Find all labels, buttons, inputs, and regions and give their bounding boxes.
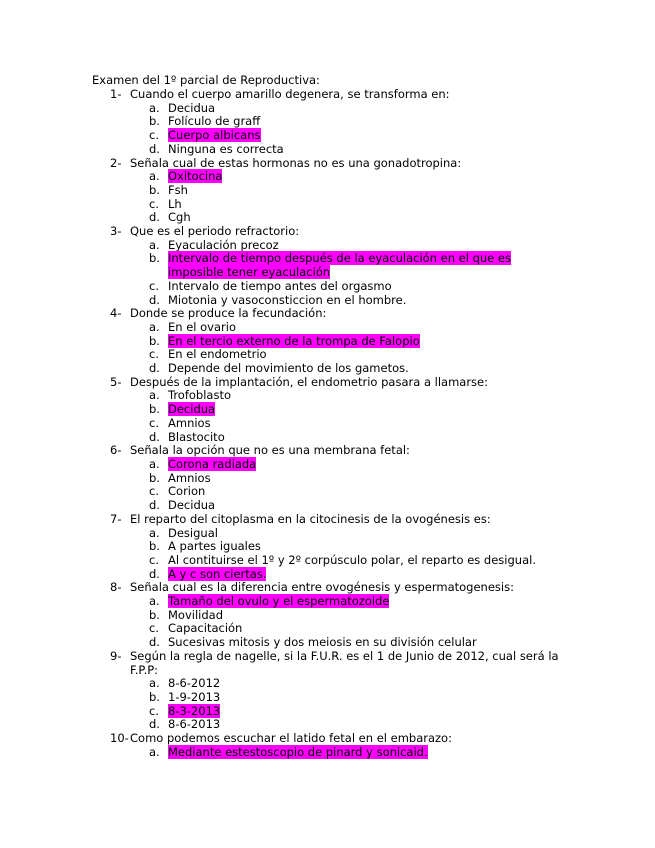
option-letter: a. (149, 525, 160, 540)
option-text: Capacitación (168, 621, 243, 636)
answer-option (0, 499, 655, 513)
option-letter: c. (149, 415, 159, 430)
answer-option (0, 472, 655, 486)
answer-option (0, 622, 655, 636)
option-letter: b. (149, 607, 160, 622)
question-item (0, 513, 655, 582)
option-letter: d. (149, 361, 160, 376)
option-list (0, 458, 655, 513)
option-letter: d. (149, 717, 160, 732)
answer-option (0, 609, 655, 623)
answer-option (0, 554, 655, 568)
option-text: Decidua (168, 100, 216, 115)
option-text: A partes iguales (168, 539, 261, 554)
option-letter: d. (149, 429, 160, 444)
option-text: 8-6-2012 (168, 676, 221, 691)
answer-option (0, 746, 655, 760)
option-text: Fsh (168, 182, 188, 197)
answer-option (0, 431, 655, 445)
answer-option (0, 184, 655, 198)
answer-option (0, 677, 655, 691)
option-letter: c. (149, 552, 159, 567)
option-letter: d. (149, 635, 160, 650)
question-number: 7- (110, 511, 122, 526)
question-text: El reparto del citoplasma en la citocinesis de la ovogénesis es: (130, 511, 491, 526)
option-letter: b. (149, 402, 160, 417)
question-list (0, 88, 655, 759)
question-item (0, 307, 655, 376)
question-text: Después de la implantación, el endometrio pasara a llamarse: (130, 374, 488, 389)
question-item (0, 88, 655, 157)
option-text: Trofoblasto (168, 388, 232, 403)
question-text: Donde se produce la fecundación: (130, 306, 327, 321)
answer-option (0, 718, 655, 732)
question-item (0, 732, 655, 759)
question-number: 9- (110, 648, 122, 663)
question-item (0, 444, 655, 513)
option-text: Ninguna es correcta (168, 141, 284, 156)
option-letter: d. (149, 566, 160, 581)
option-text: Movilidad (168, 607, 223, 622)
option-letter: a. (149, 237, 160, 252)
option-letter: b. (149, 182, 160, 197)
option-letter: a. (149, 388, 160, 403)
answer-option (0, 239, 655, 253)
option-list (0, 746, 655, 760)
option-text: 8-6-2013 (168, 717, 221, 732)
option-text: Decidua (168, 498, 216, 513)
option-letter: d. (149, 498, 160, 513)
exam-title: Examen del 1º parcial de Reproductiva: (92, 73, 320, 87)
answer-option (0, 417, 655, 431)
option-list (0, 102, 655, 157)
answer-option (0, 595, 655, 609)
answer-option (0, 705, 655, 719)
option-letter: a. (149, 319, 160, 334)
answer-option (0, 102, 655, 116)
option-text: Folículo de graff (168, 114, 261, 129)
highlighted-answer: Intervalo de tiempo después de la eyaculación en el que es imposible tener eyaculación (168, 251, 511, 280)
answer-option (0, 568, 655, 582)
question-number: 5- (110, 374, 122, 389)
option-letter: b. (149, 114, 160, 129)
option-list (0, 239, 655, 308)
option-letter: a. (149, 169, 160, 184)
highlighted-answer: En el tercio externo de la trompa de Falopio (168, 333, 420, 348)
option-letter: a. (149, 744, 160, 759)
option-letter: c. (149, 196, 159, 211)
option-text: Amnios (168, 415, 211, 430)
question-item (0, 376, 655, 445)
option-text: Cgh (168, 210, 191, 225)
answer-option (0, 362, 655, 376)
answer-option (0, 211, 655, 225)
option-letter: b. (149, 470, 160, 485)
question-text: Señala la opción que no es una membrana fetal: (130, 443, 410, 458)
answer-option (0, 527, 655, 541)
option-text: Eyaculación precoz (168, 237, 279, 252)
option-text: Depende del movimiento de los gametos. (168, 361, 409, 376)
answer-option (0, 540, 655, 554)
option-letter: a. (149, 100, 160, 115)
option-letter: a. (149, 676, 160, 691)
option-list (0, 389, 655, 444)
option-list (0, 321, 655, 376)
option-letter: b. (149, 539, 160, 554)
answer-option (0, 691, 655, 705)
question-number: 3- (110, 224, 122, 239)
question-text: Cuando el cuerpo amarillo degenera, se transforma en: (130, 87, 450, 101)
highlighted-answer: Corona radiada (168, 456, 257, 471)
question-item (0, 225, 655, 307)
answer-option (0, 143, 655, 157)
option-text: Lh (168, 196, 182, 211)
option-text: En el ovario (168, 319, 236, 334)
option-letter: a. (149, 456, 160, 471)
highlighted-answer: 8-3-2013 (168, 703, 221, 718)
option-letter: c. (149, 703, 159, 718)
question-number: 10- (110, 731, 129, 746)
highlighted-answer: A y c son ciertas. (168, 566, 267, 581)
option-list (0, 677, 655, 732)
answer-option (0, 403, 655, 417)
option-text: Al contituirse el 1º y 2º corpúsculo polar, el reparto es desigual. (168, 552, 536, 567)
answer-option (0, 170, 655, 184)
option-list (0, 527, 655, 582)
option-text: Miotonia y vasoconsticcion en el hombre. (168, 292, 407, 307)
question-text: Señala cual es la diferencia entre ovogénesis y espermatogenesis: (130, 580, 514, 595)
option-letter: d. (149, 141, 160, 156)
answer-option (0, 280, 655, 294)
option-text: 1-9-2013 (168, 689, 221, 704)
highlighted-answer: Decidua (168, 402, 216, 417)
option-letter: c. (149, 621, 159, 636)
answer-option (0, 252, 655, 279)
option-text: En el endometrio (168, 347, 267, 362)
answer-option (0, 129, 655, 143)
question-number: 4- (110, 306, 122, 321)
question-number: 2- (110, 155, 122, 170)
highlighted-answer: Tamaño del ovulo y el espermatozoide (168, 594, 390, 609)
option-text: Desigual (168, 525, 218, 540)
option-letter: c. (149, 347, 159, 362)
highlighted-answer: Cuerpo albicans (168, 128, 261, 143)
question-number: 1- (110, 87, 122, 101)
option-text: Intervalo de tiempo antes del orgasmo (168, 278, 392, 293)
question-item (0, 581, 655, 650)
question-text: Que es el periodo refractorio: (130, 224, 300, 239)
answer-option (0, 294, 655, 308)
option-letter: d. (149, 292, 160, 307)
answer-option (0, 198, 655, 212)
option-text: Corion (168, 484, 206, 499)
option-letter: c. (149, 484, 159, 499)
answer-option (0, 348, 655, 362)
highlighted-answer: Mediante estestoscopio de pinard y sonicaid. (168, 744, 428, 759)
option-text: Sucesivas mitosis y dos meiosis en su división celular (168, 635, 477, 650)
highlighted-answer: Oxitocina (168, 169, 223, 184)
answer-option (0, 321, 655, 335)
question-number: 8- (110, 580, 122, 595)
option-letter: c. (149, 278, 159, 293)
question-text: Según la regla de nagelle, si la F.U.R. es el 1 de Junio de 2012, cual será la F.P.P: (130, 648, 559, 677)
option-letter: b. (149, 689, 160, 704)
answer-option (0, 389, 655, 403)
question-text: Señala cual de estas hormonas no es una gonadotropina: (130, 155, 462, 170)
option-list (0, 595, 655, 650)
option-letter: d. (149, 210, 160, 225)
option-text: Blastocito (168, 429, 225, 444)
question-item (0, 650, 655, 732)
answer-option (0, 485, 655, 499)
question-item (0, 157, 655, 226)
option-letter: a. (149, 594, 160, 609)
answer-option (0, 335, 655, 349)
answer-option (0, 636, 655, 650)
option-text: Amnios (168, 470, 211, 485)
option-letter: b. (149, 251, 160, 266)
question-text: Como podemos escuchar el latido fetal en el embarazo: (130, 731, 452, 746)
option-list (0, 170, 655, 225)
answer-option (0, 458, 655, 472)
option-letter: b. (149, 333, 160, 348)
option-letter: c. (149, 128, 159, 143)
answer-option (0, 115, 655, 129)
question-number: 6- (110, 443, 122, 458)
